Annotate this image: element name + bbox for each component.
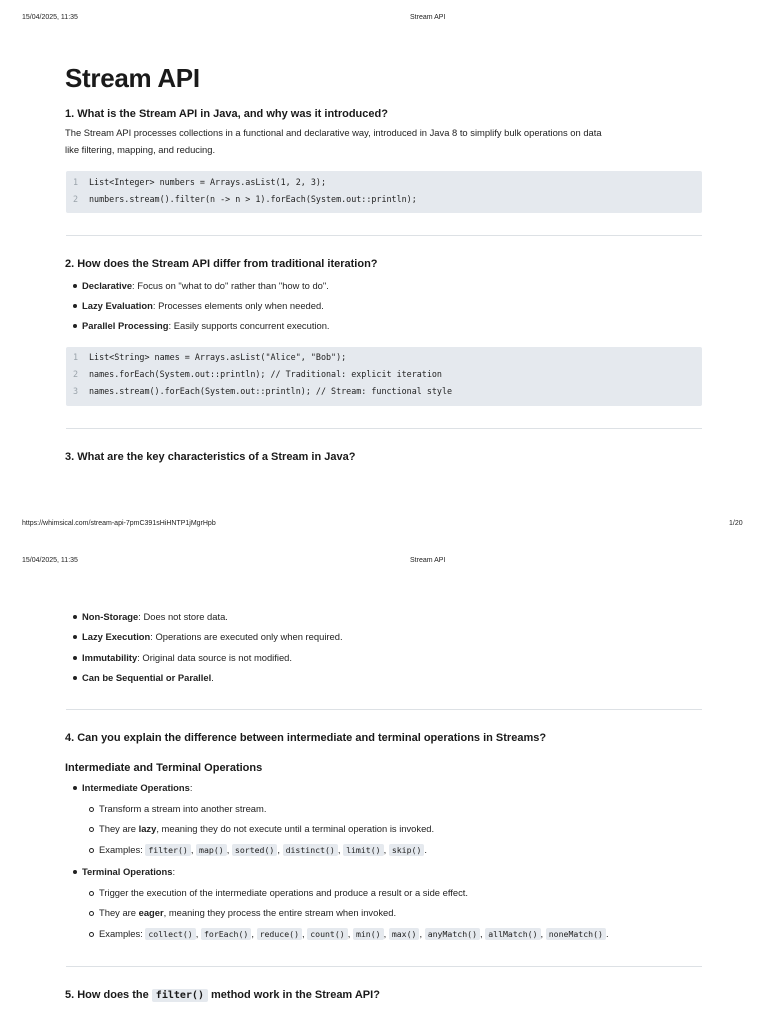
list-term: Lazy Execution [82,631,151,642]
line-number: 2 [73,369,79,379]
sub-bullet-ring [89,911,94,916]
bullet-dot [73,304,77,308]
list-item [82,630,343,644]
sub-bullet-ring [89,848,94,853]
list-text: , meaning they process the entire stream when invoked. [163,907,397,918]
inline-code: min() [353,928,384,940]
list-term: Lazy Evaluation [82,300,153,311]
list-text: : [189,782,193,793]
list-item [82,865,175,879]
code-line [66,383,702,400]
bullet-dot [73,615,77,619]
heading-text: 5. How does the [65,989,152,1001]
inline-code: count() [307,928,348,940]
line-number: 2 [73,194,79,204]
question-1-body-line-2: like filtering, mapping, and reducing. [65,144,216,155]
code-block-1 [66,171,702,213]
line-number: 1 [73,352,79,362]
bullet-dot [73,870,77,874]
print-title: Stream API [410,557,446,564]
question-1-heading: 1. What is the Stream API in Java, and why was it introduced? [65,108,388,120]
inline-code: anyMatch() [425,928,480,940]
sub-bullet-ring [89,807,94,812]
list-text: : [172,866,176,877]
list-item [82,781,192,795]
inline-code: filter() [145,844,190,856]
list-text: They are [99,907,139,918]
question-3-heading: 3. What are the key characteristics of a Stream in Java? [65,451,356,463]
inline-code: filter() [152,989,208,1002]
list-term: eager [138,907,164,918]
code-line [66,174,702,191]
question-5-heading [65,989,380,1001]
print-url: https://whimsical.com/stream-api-7pmC391sHiHNTP1jMgrHpb [22,520,216,527]
list-item [82,671,214,685]
list-text: : Processes elements only when needed. [152,300,324,311]
examples-label: Examples: [99,928,146,939]
divider [66,235,702,236]
list-item [82,279,329,293]
question-1-body-line-1: The Stream API processes collections in a functional and declarative way, introduced in Java 8 to simplify bulk operations on data [65,127,602,138]
inline-code: forEach() [201,928,251,940]
sub-bullet-ring [89,932,94,937]
heading-text: method work in the Stream API? [207,989,380,1001]
list-item [82,651,292,665]
list-term: Immutability [82,652,138,663]
sub-list-item: Trigger the execution of the intermediate operations and produce a result or a side effect. [99,887,468,898]
list-text: , meaning they do not execute until a terminal operation is invoked. [156,823,435,834]
examples-label: Examples: [99,844,146,855]
list-text: : Easily supports concurrent execution. [168,320,330,331]
list-text: : Does not store data. [138,611,228,622]
bullet-dot [73,656,77,660]
code-text: numbers.stream().filter(n -> n > 1).forEach(System.out::println); [89,194,417,204]
inline-code: distinct() [283,844,338,856]
code-line [66,349,702,366]
line-number: 3 [73,386,79,396]
sub-list-item [99,822,434,836]
sub-list-item: Examples: filter() , map() , sorted() , distinct() , limit() , skip() . [99,844,427,855]
list-term: Parallel Processing [82,320,169,331]
list-text: They are [99,823,139,834]
list-text: . [211,672,214,683]
list-term: Terminal Operations [82,866,173,877]
list-term: Declarative [82,280,133,291]
print-title: Stream API [410,14,446,21]
inline-code: map() [196,844,227,856]
sub-list-item: Examples: collect() , forEach() , reduce() , count() , min() , max() , anyMatch() , allMatch() , noneMatch() . [99,928,609,939]
document-title: Stream API [65,63,200,93]
inline-code: allMatch() [485,928,540,940]
bullet-dot [73,324,77,328]
list-item [82,610,228,624]
list-term: Can be Sequential or Parallel [82,672,212,683]
list-text: : Operations are executed only when required. [150,631,343,642]
divider [66,709,702,710]
bullet-dot [73,635,77,639]
question-2-heading: 2. How does the Stream API differ from traditional iteration? [65,258,378,270]
sub-bullet-ring [89,891,94,896]
print-datetime: 15/04/2025, 11:35 [22,557,78,564]
question-4-heading: 4. Can you explain the difference between intermediate and terminal operations in Streams? [65,732,547,744]
list-term: lazy [138,823,157,834]
page-2 [0,540,768,1024]
divider [66,966,702,967]
sub-bullet-ring [89,827,94,832]
list-term: Non-Storage [82,611,139,622]
bullet-dot [73,786,77,790]
code-text: List<String> names = Arrays.asList("Alice", "Bob"); [89,352,347,362]
line-number: 1 [73,177,79,187]
bullet-dot [73,676,77,680]
inline-code: sorted() [232,844,277,856]
sub-list-item [99,906,396,920]
question-4-subheading: Intermediate and Terminal Operations [65,762,263,774]
inline-code: limit() [343,844,384,856]
code-line [66,191,702,208]
list-item [82,319,330,333]
code-line [66,366,702,383]
page-number: 1/20 [729,520,743,527]
sub-list-item: Transform a stream into another stream. [99,803,267,814]
list-item [82,299,324,313]
list-term: Intermediate Operations [82,782,190,793]
inline-code: max() [389,928,420,940]
list-text: : Focus on "what to do" rather than "how to do". [132,280,329,291]
inline-code: collect() [145,928,195,940]
inline-code: reduce() [257,928,302,940]
bullet-dot [73,284,77,288]
list-text: : Original data source is not modified. [137,652,292,663]
code-text: List<Integer> numbers = Arrays.asList(1, 2, 3); [89,177,326,187]
code-text: names.stream().forEach(System.out::println); // Stream: functional style [89,386,453,396]
code-block-2 [66,347,702,406]
inline-code: skip() [389,844,425,856]
inline-code: noneMatch() [546,928,606,940]
print-datetime: 15/04/2025, 11:35 [22,14,78,21]
code-text: names.forEach(System.out::println); // Traditional: explicit iteration [89,369,442,379]
divider [66,428,702,429]
